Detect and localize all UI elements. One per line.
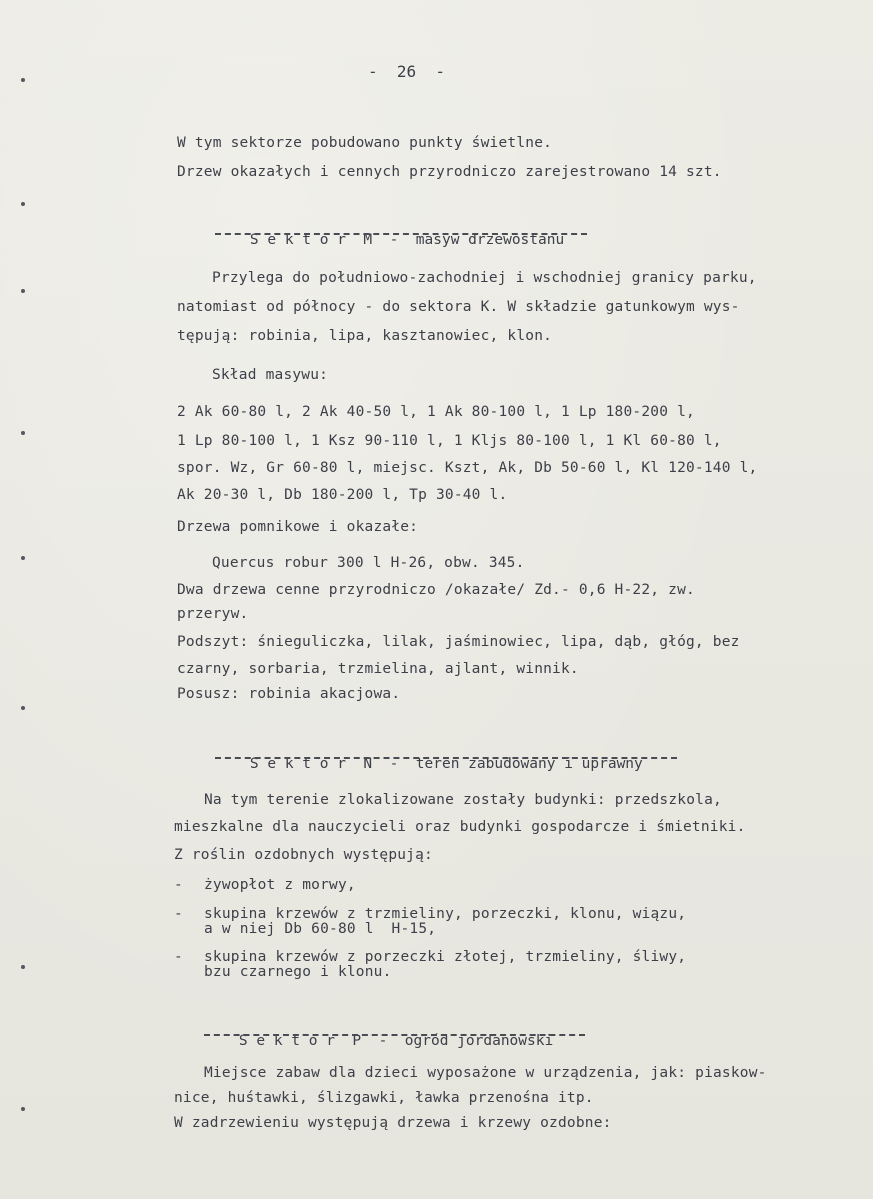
margin-dot [21, 202, 25, 206]
pomnik-line: Dwa drzewa cenne przyrodniczo /okazałe/ Zd.- 0,6 H-22, zw. [177, 582, 695, 598]
section-heading-text: S e k t o r N - teren zabudowany i uprawny [249, 756, 643, 772]
pomnik-line: przeryw. [177, 606, 249, 622]
section-heading-text: S e k t o r M - masyw drzewostanu [249, 232, 565, 248]
heading-underline [215, 233, 587, 235]
margin-dot [21, 1107, 25, 1111]
bullet-dash: - [174, 949, 183, 965]
pomnik-label: Drzewa pomnikowe i okazałe: [177, 519, 419, 535]
paragraph-line: Z roślin ozdobnych występują: [174, 847, 433, 863]
bullet-line: a w niej Db 60-80 l H-15, [204, 921, 437, 937]
bullet-line: żywopłot z morwy, [204, 877, 356, 893]
margin-dot [21, 706, 25, 710]
sklad-line: Ak 20-30 l, Db 180-200 l, Tp 30-40 l. [177, 487, 508, 503]
paragraph-line: mieszkalne dla nauczycieli oraz budynki gospodarcze i śmietniki. [174, 819, 746, 835]
sklad-line: spor. Wz, Gr 60-80 l, miejsc. Kszt, Ak, Db 50-60 l, Kl 120-140 l, [177, 460, 758, 476]
pomnik-line: Posusz: robinia akacjowa. [177, 686, 401, 702]
paragraph-line: tępują: robinia, lipa, kasztanowiec, klon. [177, 328, 553, 344]
sklad-line: 1 Lp 80-100 l, 1 Ksz 90-110 l, 1 Kljs 80-100 l, 1 Kl 60-80 l, [177, 433, 722, 449]
pomnik-line: czarny, sorbaria, trzmielina, ajlant, winnik. [177, 661, 579, 677]
margin-dot [21, 431, 25, 435]
bullet-line: skupina krzewów z porzeczki złotej, trzmieliny, śliwy, [204, 949, 687, 965]
heading-underline [204, 1034, 585, 1036]
margin-dot [21, 965, 25, 969]
bullet-dash: - [174, 906, 183, 922]
intro-line: Drzew okazałych i cennych przyrodniczo zarejestrowano 14 szt. [177, 164, 722, 180]
paragraph-line: Miejsce zabaw dla dzieci wyposażone w urządzenia, jak: piaskow- [204, 1065, 767, 1081]
bullet-line: bzu czarnego i klonu. [204, 964, 392, 980]
page-number: - 26 - [368, 62, 446, 81]
margin-dot [21, 556, 25, 560]
paragraph-line: Na tym terenie zlokalizowane zostały budynki: przedszkola, [204, 792, 722, 808]
paragraph-line: nice, huśtawki, ślizgawki, ławka przenośna itp. [174, 1090, 594, 1106]
paragraph-line: natomiast od północy - do sektora K. W składzie gatunkowym wys- [177, 299, 740, 315]
heading-underline [215, 757, 677, 759]
section-heading-text: S e k t o r P - ogród jordanowski [238, 1033, 554, 1049]
sklad-label: Skład masywu: [212, 367, 329, 383]
pomnik-line: Quercus robur 300 l H-26, obw. 345. [212, 555, 525, 571]
margin-dot [21, 78, 25, 82]
paragraph-line: W zadrzewieniu występują drzewa i krzewy ozdobne: [174, 1115, 612, 1131]
sklad-line: 2 Ak 60-80 l, 2 Ak 40-50 l, 1 Ak 80-100 l, 1 Lp 180-200 l, [177, 404, 695, 420]
bullet-dash: - [174, 877, 183, 893]
bullet-line: skupina krzewów z trzmieliny, porzeczki, klonu, wiązu, [204, 906, 687, 922]
paragraph-line: Przylega do południowo-zachodniej i wschodniej granicy parku, [212, 270, 757, 286]
intro-line: W tym sektorze pobudowano punkty świetlne. [177, 135, 553, 151]
margin-dot [21, 289, 25, 293]
pomnik-line: Podszyt: śnieguliczka, lilak, jaśminowiec, lipa, dąb, głóg, bez [177, 634, 740, 650]
